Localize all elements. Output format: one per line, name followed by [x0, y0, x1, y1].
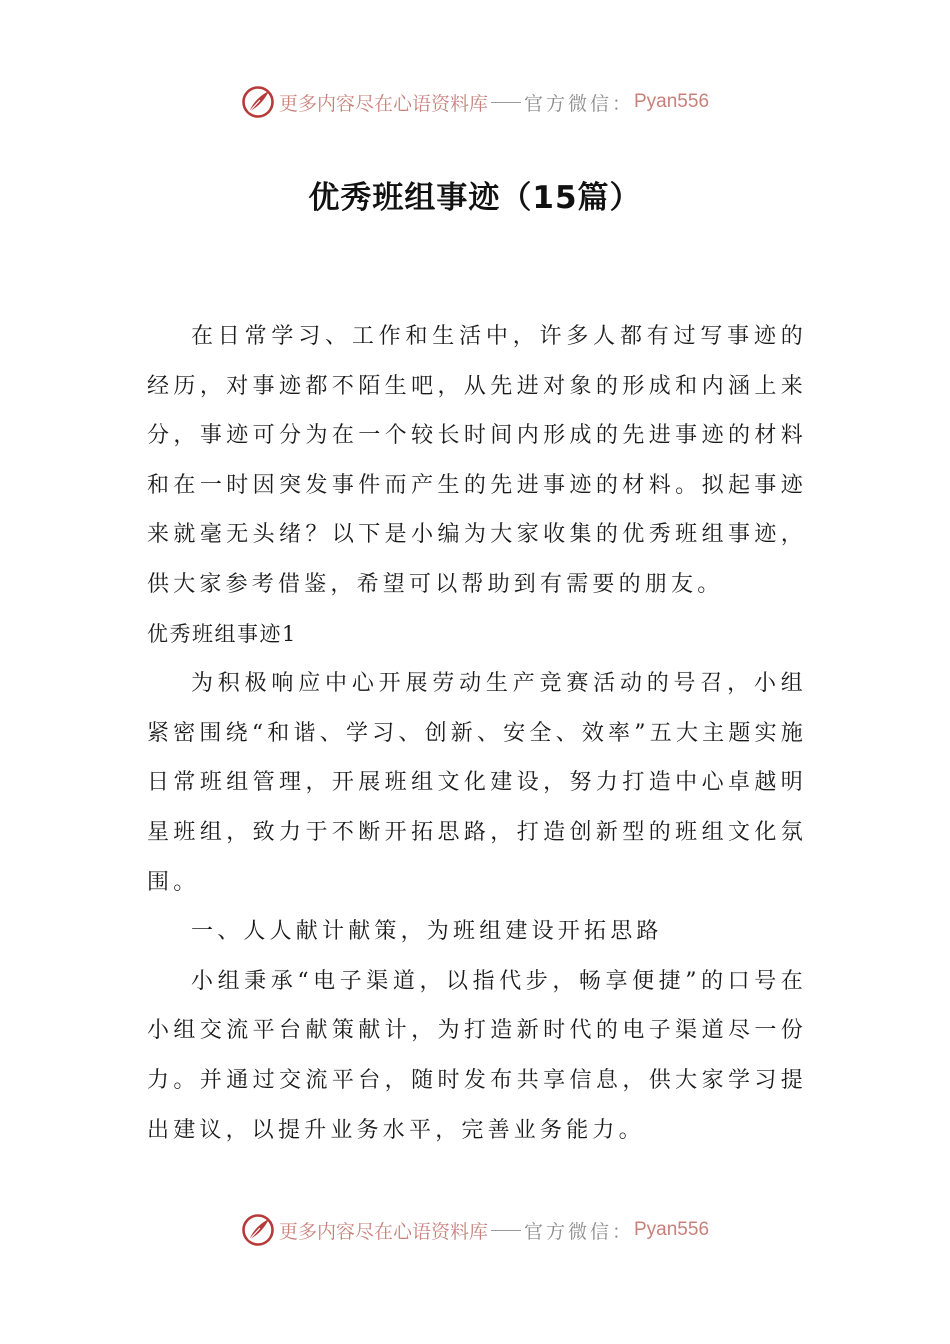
- banner-wechat-label: 官方微信：: [523, 92, 634, 115]
- banner-dash: [491, 102, 521, 103]
- document-title: 优秀班组事迹（15篇）: [308, 180, 642, 216]
- banner-wechat-label: 官方微信：: [523, 1220, 634, 1243]
- section-paragraph: 为积极响应中心开展劳动生产竞赛活动的号召，小组紧密围绕“和谐、学习、创新、安全、效率”五大主题实施日常班组管理，开展班组文化建设，努力打造中心卓越明星班组，致力于不断开拓思路，打造创新型的班组文化氛围。: [147, 671, 807, 895]
- banner-text: 更多内容尽在心语资料库: [278, 92, 488, 115]
- footer-watermark-banner: [0, 1210, 950, 1250]
- section-heading: 优秀班组事迹1: [147, 621, 297, 646]
- banner-dash: [491, 1230, 521, 1231]
- banner-text: 更多内容尽在心语资料库: [278, 1220, 488, 1243]
- banner-wechat-id: Pyan556: [634, 91, 710, 112]
- section-paragraph: 小组秉承“电子渠道，以指代步，畅享便捷”的口号在小组交流平台献策献计，为打造新时代的电子渠道尽一份力。并通过交流平台，随时发布共享信息，供大家学习提出建议，以提升业务水平，完善业务能力。: [147, 968, 807, 1143]
- quill-pen-logo-icon: [241, 1213, 275, 1247]
- banner-wechat-id: Pyan556: [634, 1219, 710, 1240]
- intro-paragraph: 在日常学习、工作和生活中，许多人都有过写事迹的经历，对事迹都不陌生吧，从先进对象的形成和内涵上来分，事迹可分为在一个较长时间内形成的先进事迹的材料和在一时因突发事件而产生的先进事迹的材料。拟起事迹来就毫无头绪？以下是小编为大家收集的优秀班组事迹，供大家参考借鉴，希望可以帮助到有需要的朋友。: [147, 324, 807, 597]
- subsection-heading: 一、人人献计献策，为班组建设开拓思路: [191, 919, 663, 945]
- document-body: [147, 312, 807, 1155]
- quill-pen-logo-icon: [241, 85, 275, 119]
- header-watermark-banner: [0, 82, 950, 122]
